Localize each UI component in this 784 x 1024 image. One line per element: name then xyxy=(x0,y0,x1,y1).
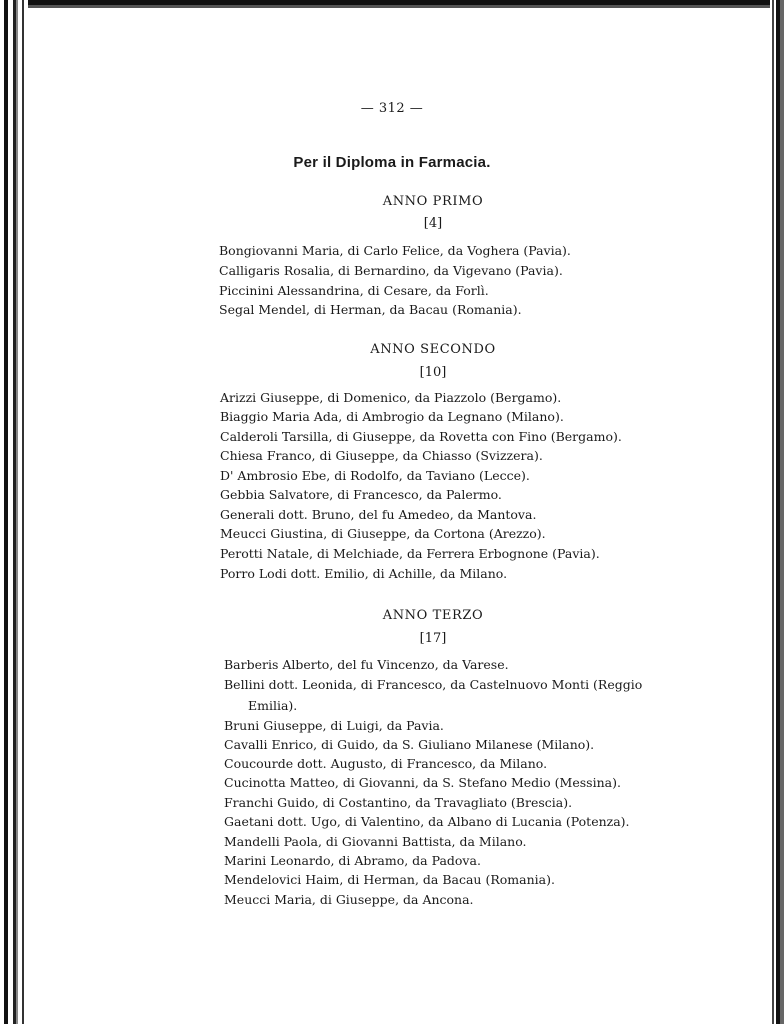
list-item: Meucci Maria, di Giuseppe, da Ancona. xyxy=(224,892,474,907)
list-item: Biaggio Maria Ada, di Ambrogio da Legnano (Milano). xyxy=(220,409,564,424)
section-heading-anno-secondo: ANNO SECONDO xyxy=(370,342,496,357)
section-count-anno-secondo: [10] xyxy=(419,365,447,380)
list-item: Mendelovici Haim, di Herman, da Bacau (Romania). xyxy=(224,872,555,887)
list-item: Generali dott. Bruno, del fu Amedeo, da Mantova. xyxy=(220,507,537,522)
list-item: Coucourde dott. Augusto, di Francesco, da Milano. xyxy=(224,756,548,771)
section-count-anno-terzo: [17] xyxy=(419,631,447,646)
section-count-anno-primo: [4] xyxy=(423,216,443,231)
list-item: Calderoli Tarsilla, di Giuseppe, da Rovetta con Fino (Bergamo). xyxy=(220,429,622,444)
list-item: D' Ambrosio Ebe, di Rodolfo, da Taviano (Lecce). xyxy=(220,468,530,483)
list-item: Gebbia Salvatore, di Francesco, da Palermo. xyxy=(220,487,502,502)
list-item: Gaetani dott. Ugo, di Valentino, da Albano di Lucania (Potenza). xyxy=(224,814,630,829)
list-item: Cavalli Enrico, di Guido, da S. Giuliano Milanese (Milano). xyxy=(224,737,595,752)
list-item: Piccinini Alessandrina, di Cesare, da Forlì. xyxy=(219,283,489,298)
section-heading-anno-primo: ANNO PRIMO xyxy=(382,194,484,209)
list-item: Meucci Giustina, di Giuseppe, da Cortona (Arezzo). xyxy=(220,526,546,541)
list-item: Calligaris Rosalia, di Bernardino, da Vigevano (Pavia). xyxy=(219,263,563,278)
list-item: Segal Mendel, di Herman, da Bacau (Romania). xyxy=(219,302,522,317)
list-item: Arizzi Giuseppe, di Domenico, da Piazzolo (Bergamo). xyxy=(220,390,562,405)
list-item: Barberis Alberto, del fu Vincenzo, da Varese. xyxy=(224,657,509,672)
page-title: Per il Diploma in Farmacia. xyxy=(293,154,491,171)
list-item: Bruni Giuseppe, di Luigi, da Pavia. xyxy=(224,718,444,733)
list-item-continuation: Emilia). xyxy=(248,698,298,713)
list-item: Porro Lodi dott. Emilio, di Achille, da Milano. xyxy=(220,566,508,581)
page-number: — 312 — xyxy=(360,101,424,116)
section-heading-anno-terzo: ANNO TERZO xyxy=(382,608,484,623)
list-item: Cucinotta Matteo, di Giovanni, da S. Stefano Medio (Messina). xyxy=(224,775,621,790)
list-item: Bongiovanni Maria, di Carlo Felice, da Voghera (Pavia). xyxy=(219,243,571,258)
list-item: Mandelli Paola, di Giovanni Battista, da Milano. xyxy=(224,834,527,849)
list-item: Chiesa Franco, di Giuseppe, da Chiasso (Svizzera). xyxy=(220,448,543,463)
list-item: Franchi Guido, di Costantino, da Travagliato (Brescia). xyxy=(224,795,573,810)
list-item: Perotti Natale, di Melchiade, da Ferrera Erbognone (Pavia). xyxy=(220,546,600,561)
list-item: Marini Leonardo, di Abramo, da Padova. xyxy=(224,853,481,868)
list-item: Bellini dott. Leonida, di Francesco, da Castelnuovo Monti (Reggio xyxy=(224,677,643,692)
